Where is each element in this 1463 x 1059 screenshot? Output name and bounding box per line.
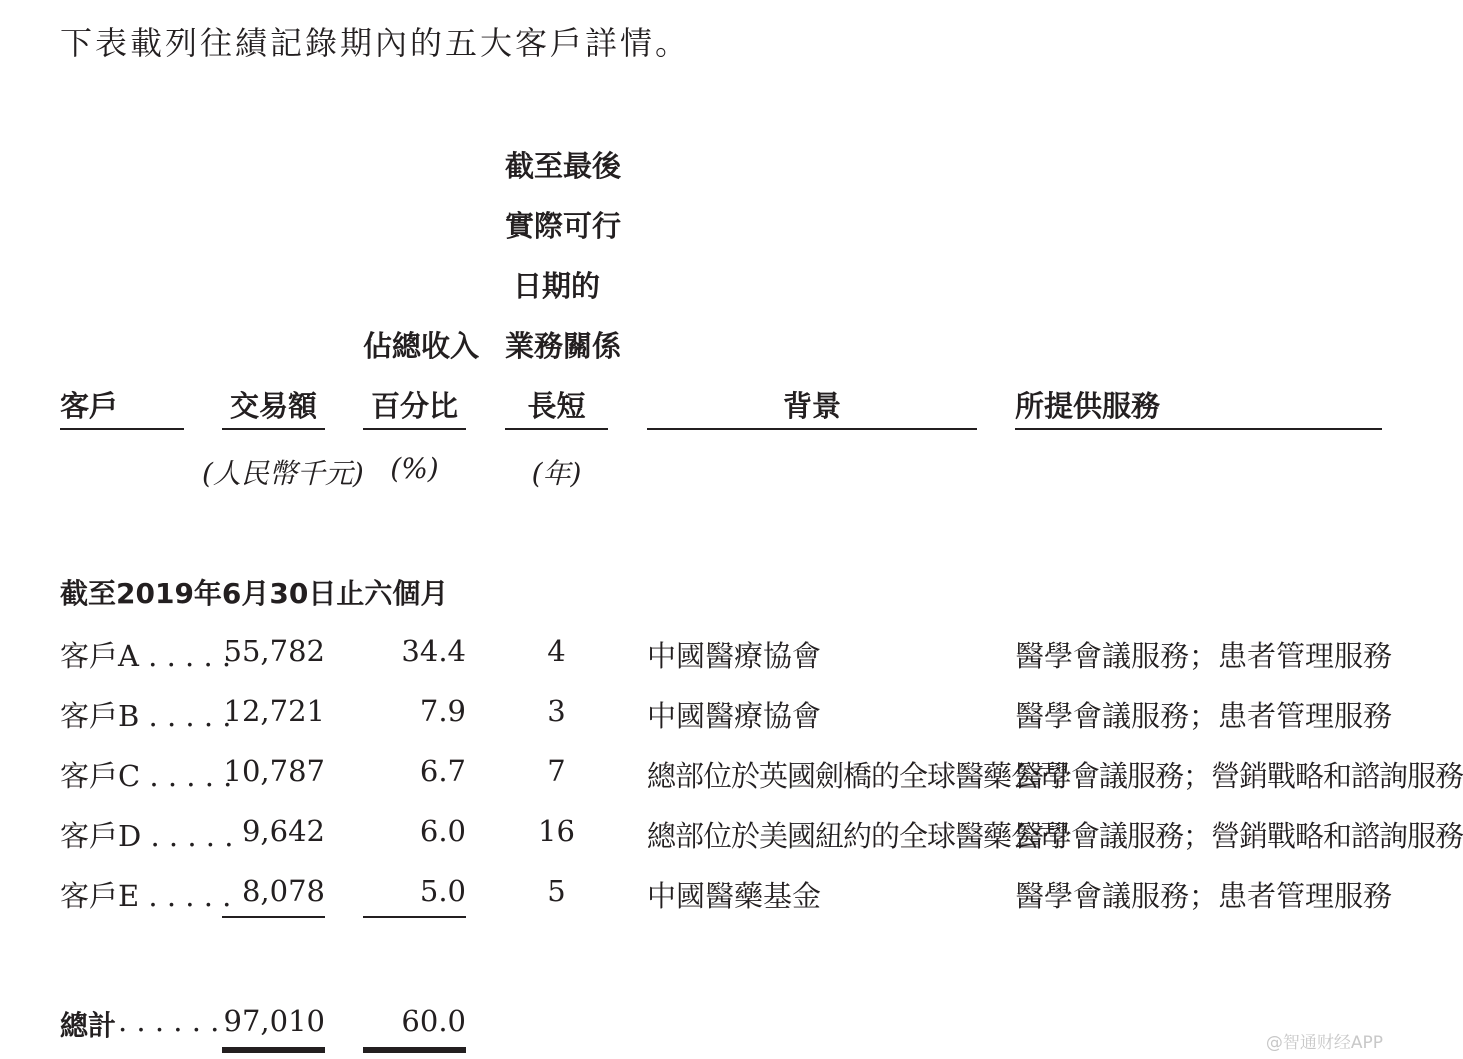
header-rel-line5: 長短 — [527, 389, 586, 423]
row-d-amount: 9,642 — [241, 814, 325, 848]
subtotal-rule-amount — [222, 916, 325, 918]
header-rel-line3: 日期的 — [512, 269, 600, 303]
row-b-services: 醫學會議服務；患者管理服務 — [1015, 699, 1393, 733]
header-pct-line1: 佔總收入 — [363, 329, 480, 363]
unit-amount: (人民幣千元) — [202, 457, 364, 490]
header-rule-background — [647, 428, 977, 430]
subtotal-rule-pct — [363, 916, 466, 918]
header-rule-amount — [222, 428, 325, 430]
section-title: 截至2019年6月30日止六個月 — [60, 577, 449, 610]
watermark: @智通财经APP — [1265, 1033, 1383, 1053]
row-e-pct: 5.0 — [419, 874, 466, 908]
header-amount: 交易額 — [229, 389, 317, 423]
total-rule-amount — [222, 1047, 325, 1053]
row-a-years: 4 — [547, 634, 566, 668]
row-b-pct: 7.9 — [419, 694, 466, 728]
row-c-pct: 6.7 — [419, 754, 466, 788]
row-d-pct: 6.0 — [419, 814, 466, 848]
total-label: 總計 — [60, 1009, 117, 1042]
header-rule-pct — [363, 428, 466, 430]
row-a-customer: 客戶A . . . . . — [60, 639, 232, 673]
header-rule-services — [1015, 428, 1382, 430]
row-b-customer: 客戶B . . . . . — [60, 699, 232, 733]
total-amount: 97,010 — [223, 1004, 325, 1038]
header-background: 背景 — [782, 389, 841, 423]
row-a-amount: 55,782 — [223, 634, 325, 668]
row-c-customer: 客戶C . . . . . — [60, 759, 233, 793]
row-b-background: 中國醫療協會 — [647, 699, 822, 733]
header-rel-line1: 截至最後 — [505, 149, 622, 183]
intro-sentence: 下表載列往績記錄期內的五大客戶詳情。 — [60, 24, 691, 62]
row-d-background: 總部位於美國紐約的全球醫藥公司 — [647, 819, 1068, 853]
header-customer: 客戶 — [60, 389, 119, 423]
row-c-services: 醫學會議服務；營銷戰略和諮詢服務 — [1015, 759, 1463, 793]
row-a-services: 醫學會議服務；患者管理服務 — [1015, 639, 1393, 673]
row-c-background: 總部位於英國劍橋的全球醫藥公司 — [647, 759, 1068, 793]
row-d-customer: 客戶D . . . . . — [60, 819, 234, 853]
header-services: 所提供服務 — [1015, 389, 1161, 423]
unit-pct: (%) — [390, 452, 439, 485]
row-e-services: 醫學會議服務；患者管理服務 — [1015, 879, 1393, 913]
row-e-customer: 客戶E . . . . . — [60, 879, 232, 913]
total-leader-dots: . . . . . . — [118, 1004, 220, 1038]
row-d-years: 16 — [538, 814, 575, 848]
row-b-amount: 12,721 — [223, 694, 325, 728]
header-rule-customer — [60, 428, 184, 430]
row-b-years: 3 — [547, 694, 566, 728]
header-pct-line2: 百分比 — [370, 389, 458, 423]
row-e-amount: 8,078 — [241, 874, 325, 908]
row-c-amount: 10,787 — [223, 754, 325, 788]
row-e-background: 中國醫藥基金 — [647, 879, 822, 913]
row-c-years: 7 — [547, 754, 566, 788]
row-a-background: 中國醫療協會 — [647, 639, 822, 673]
row-d-services: 醫學會議服務；營銷戰略和諮詢服務 — [1015, 819, 1463, 853]
total-pct: 60.0 — [401, 1004, 466, 1038]
total-rule-pct — [363, 1047, 466, 1053]
header-rel-line2: 實際可行 — [505, 209, 622, 243]
row-a-pct: 34.4 — [401, 634, 466, 668]
header-rule-years — [505, 428, 608, 430]
row-e-years: 5 — [547, 874, 566, 908]
header-rel-line4: 業務關係 — [505, 329, 622, 363]
unit-years: (年) — [531, 457, 582, 490]
